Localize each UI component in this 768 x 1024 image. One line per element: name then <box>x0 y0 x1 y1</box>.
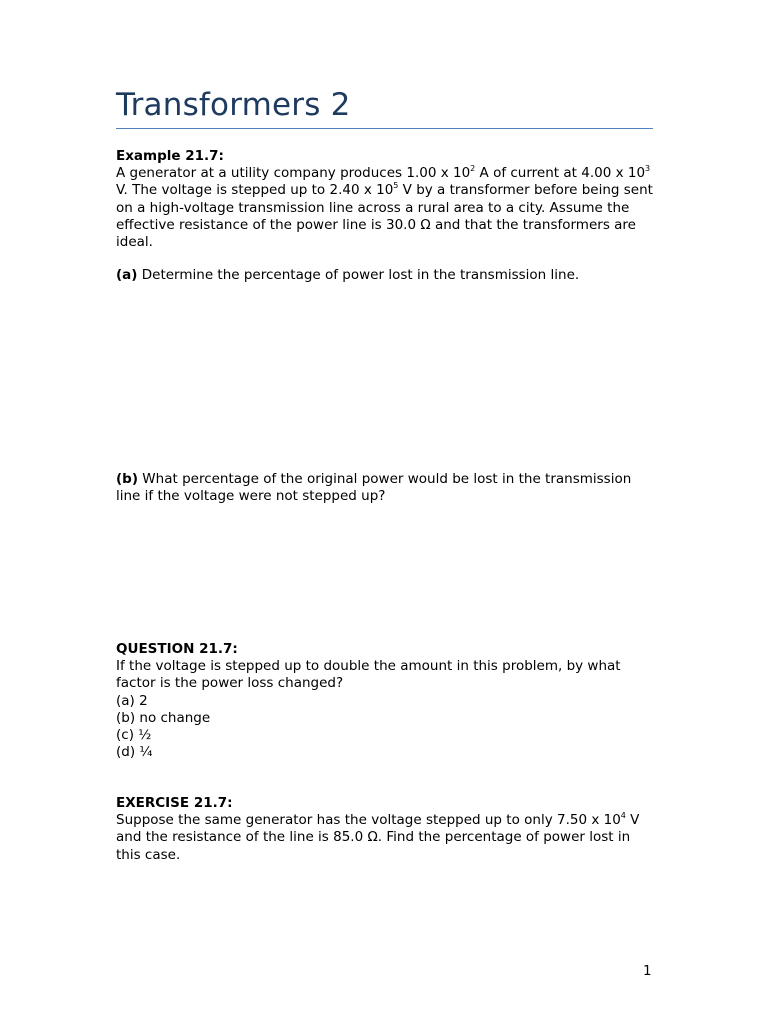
part-a-body: Determine the percentage of power lost in the transmission line. <box>137 267 580 283</box>
exercise-text-1: Suppose the same generator has the voltage stepped up to only 7.50 x 10 <box>116 812 621 829</box>
exercise-heading: EXERCISE 21.7: <box>116 795 233 811</box>
question-option-a: (a) 2 <box>116 692 148 709</box>
example-heading: Example 21.7: <box>116 148 224 164</box>
example-exponent-1: 2 <box>470 163 476 173</box>
example-text-1: A generator at a utility company produces 1.00 x 10 <box>116 165 471 182</box>
page-number: 1 <box>643 963 652 979</box>
exercise-exponent-1: 4 <box>620 810 626 820</box>
part-a-text <box>116 267 579 284</box>
example-text-3: V. The voltage is stepped up to 2.40 x 10 <box>116 182 394 199</box>
exercise-text-2: V and the resistance of the line is 85.0 Ω. Find the percentage of power lost in this case. <box>116 812 640 863</box>
question-heading: QUESTION 21.7: <box>116 641 238 657</box>
example-text-4: V by a transformer before being sent on a high-voltage transmission line across a rural area to a city. Assume the effective resistance of the power line is 30.0 Ω and that the transformers are ideal. <box>116 182 653 251</box>
example-exponent-3: 5 <box>393 180 399 190</box>
example-block <box>116 148 653 251</box>
part-b-label: (b) <box>116 471 139 487</box>
exercise-text <box>116 812 653 864</box>
part-b-body: What percentage of the original power would be lost in the transmission line if the voltage were not stepped up? <box>116 471 632 505</box>
part-a-label: (a) <box>116 267 138 283</box>
page-title: Transformers 2 <box>116 87 351 123</box>
title-divider <box>116 128 653 129</box>
question-option-c: (c) ½ <box>116 727 152 744</box>
document-page <box>116 86 653 863</box>
exercise-block <box>116 795 653 864</box>
question-text: If the voltage is stepped up to double the amount in this problem, by what factor is the power loss changed? <box>116 658 621 692</box>
example-text <box>116 165 653 251</box>
example-exponent-2: 3 <box>645 163 651 173</box>
question-option-b: (b) no change <box>116 709 211 726</box>
part-a <box>116 267 579 284</box>
question-option-d: (d) ¼ <box>116 744 153 761</box>
part-b-text <box>116 471 653 505</box>
example-text-2: A of current at 4.00 x 10 <box>475 165 646 182</box>
question-block <box>116 641 653 761</box>
part-b <box>116 471 653 505</box>
